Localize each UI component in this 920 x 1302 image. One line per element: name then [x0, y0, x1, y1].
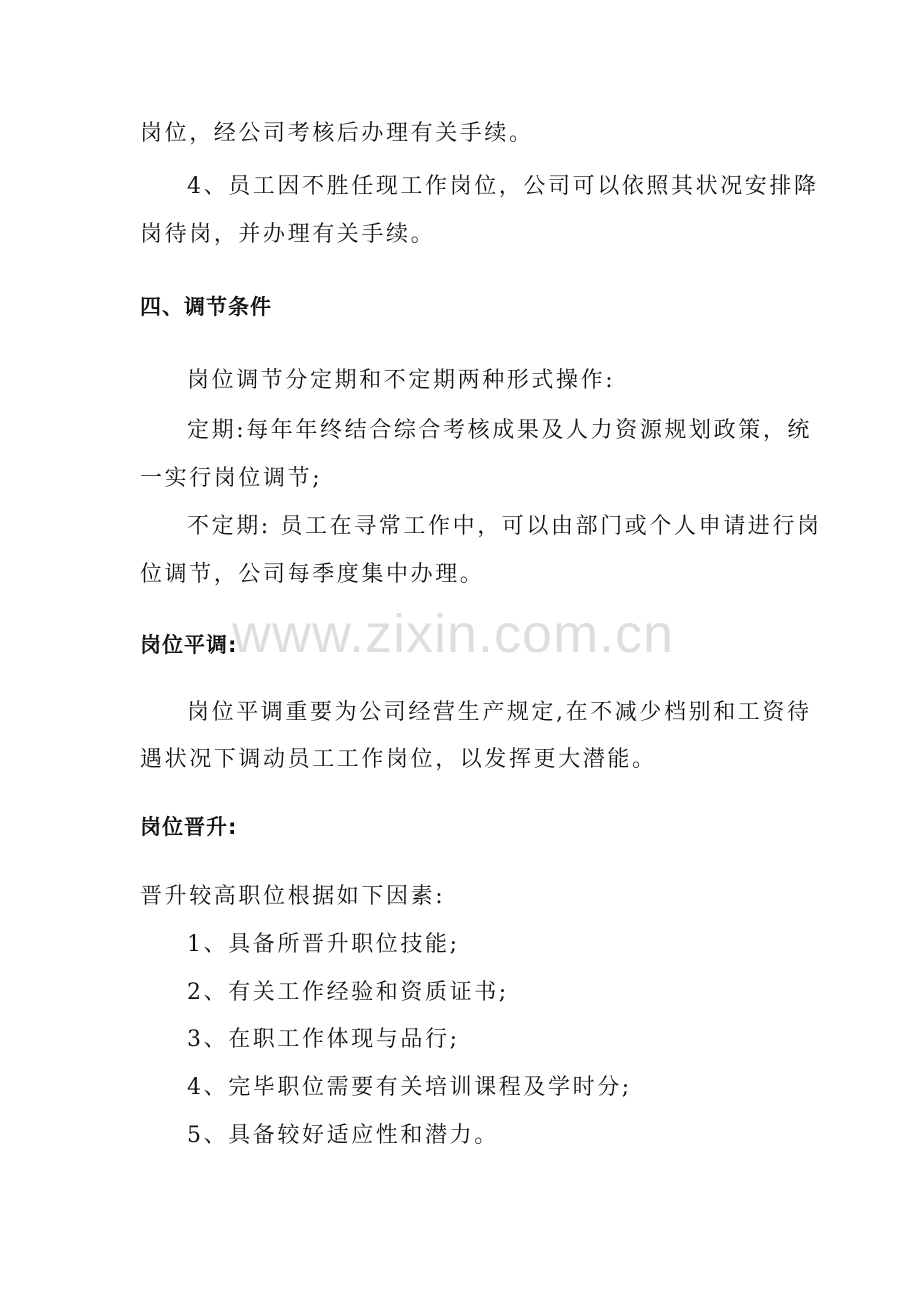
paragraph-line: 岗位，经公司考核后办理有关手续。: [140, 121, 534, 146]
paragraph-line: 岗待岗，并办理有关手续。: [140, 222, 436, 247]
paragraph-line: 位调节，公司每季度集中办理。: [140, 562, 485, 587]
paragraph-line: 不定期: 员工在寻常工作中，可以由部门或个人申请进行岗: [187, 514, 822, 539]
watermark: www.zixin.com.cn: [232, 604, 675, 664]
paragraph-line: 遇状况下调动员工工作岗位，以发挥更大潜能。: [140, 747, 657, 772]
section-heading: 四、调节条件: [140, 295, 272, 319]
paragraph-line: 定期:每年年终结合综合考核成果及人力资源规划政策，统: [187, 418, 813, 443]
paragraph-line: 一实行岗位调节;: [140, 466, 323, 491]
list-item: 3、在职工作体现与品行;: [187, 1027, 460, 1052]
paragraph-line: 岗位平调重要为公司经营生产规定,在不减少档别和工资待: [187, 700, 812, 725]
list-item: 4、完毕职位需要有关培训课程及学时分;: [187, 1075, 632, 1100]
subsection-heading: 岗位晋升:: [140, 815, 238, 839]
paragraph-line: 岗位调节分定期和不定期两种形式操作:: [187, 368, 616, 393]
subsection-heading: 岗位平调:: [140, 633, 238, 657]
paragraph-line: 4、员工因不胜任现工作岗位，公司可以依照其状况安排降: [187, 174, 819, 199]
list-item: 5、具备较好适应性和潜力。: [187, 1123, 499, 1148]
list-item: 2、有关工作经验和资质证书;: [187, 980, 509, 1005]
paragraph-line: 晋升较高职位根据如下因素:: [140, 884, 446, 909]
list-item: 1、具备所晋升职位技能;: [187, 932, 460, 957]
